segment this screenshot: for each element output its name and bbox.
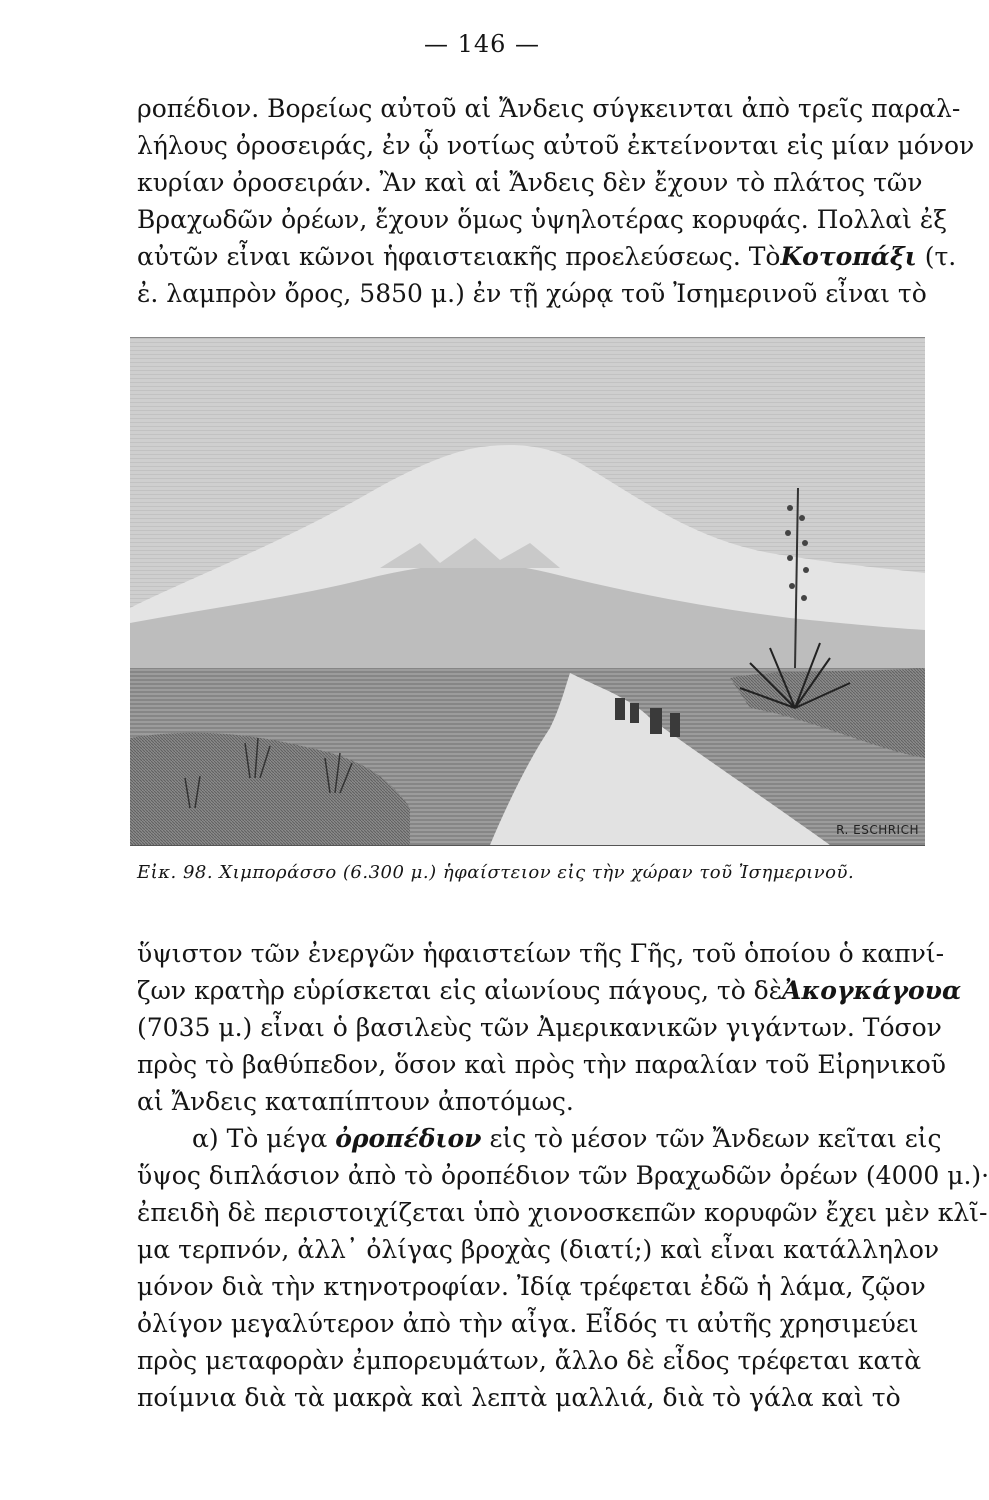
paragraph-bottom	[137, 1120, 989, 1416]
text-line: ὀλίγον μεγαλύτερον ἀπὸ τὴν αἶγα. Εἶδός τι αὐτῆς χρησιμεύει	[137, 1309, 919, 1338]
text-line	[137, 972, 962, 1009]
text-segment: αὐτῶν εἶναι κῶνοι ἡφαιστειακῆς προελεύσεως. Τὸ	[137, 242, 781, 271]
text-line: ροπέδιον. Βορείως αὐτοῦ αἱ Ἄνδεις σύγκεινται ἀπὸ τρεῖς παραλ-	[137, 94, 961, 123]
emphasis-term: Κοτοπάξι	[780, 242, 917, 271]
text-line: αἱ Ἄνδεις καταπίπτουν ἀποτόμως.	[137, 1087, 574, 1116]
page-number: — 146 —	[423, 30, 541, 58]
text-line: Βραχωδῶν ὀρέων, ἔχουν ὅμως ὑψηλοτέρας κορυφάς. Πολλαὶ ἐξ	[137, 205, 948, 234]
text-segment: α) Τὸ μέγα	[192, 1124, 328, 1153]
text-line	[137, 1120, 942, 1157]
artist-signature: R. ESCHRICH	[836, 823, 919, 837]
text-line: ἐπειδὴ δὲ περιστοιχίζεται ὑπὸ χιονοσκεπῶν κορυφῶν ἔχει μὲν κλῖ-	[137, 1198, 988, 1227]
text-line: (7035 μ.) εἶναι ὁ βασιλεὺς τῶν Ἀμερικανικῶν γιγάντων. Τόσον	[137, 1013, 942, 1042]
volcano-engraving	[130, 338, 925, 845]
text-line: μόνον διὰ τὴν κτηνοτροφίαν. Ἰδίᾳ τρέφεται ἐδῶ ἡ λάμα, ζῷον	[137, 1272, 926, 1301]
paragraph-middle	[137, 935, 962, 1120]
figure-caption: Εἰκ. 98. Χιμποράσσο (6.300 μ.) ἡφαίστειον εἰς τὴν χώραν τοῦ Ἰσημερινοῦ.	[137, 862, 855, 883]
text-segment: εἰς τὸ μέσον τῶν Ἄνδεων κεῖται εἰς	[481, 1124, 942, 1153]
emphasis-term: ὀροπέδιον	[335, 1124, 482, 1153]
text-line: μα τερπνόν, ἀλλ᾽ ὀλίγας βροχὰς (διατί;) καὶ εἶναι κατάλληλον	[137, 1235, 940, 1264]
text-segment: ζων κρατὴρ εὑρίσκεται εἰς αἰωνίους πάγους, τὸ δὲ	[137, 976, 783, 1005]
text-line: κυρίαν ὀροσειράν. Ἂν καὶ αἱ Ἄνδεις δὲν ἔχουν τὸ πλάτος τῶν	[137, 168, 923, 197]
text-segment	[780, 238, 956, 275]
text-line: ποίμνια διὰ τὰ μακρὰ καὶ λεπτὰ μαλλιά, διὰ τὸ γάλα καὶ τὸ	[137, 1383, 901, 1412]
text-line: πρὸς μεταφορὰν ἐμπορευμάτων, ἄλλο δὲ εἶδος τρέφεται κατὰ	[137, 1346, 922, 1375]
figure-illustration	[130, 337, 925, 846]
text-segment: (τ.	[916, 242, 957, 271]
text-line	[137, 238, 957, 275]
emphasis-term: Ἀκογκάγουα	[782, 976, 962, 1005]
text-line: λήλους ὀροσειράς, ἐν ᾧ νοτίως αὐτοῦ ἐκτείνονται εἰς μίαν μόνον	[137, 131, 975, 160]
text-line: ἐ. λαμπρὸν ὄρος, 5850 μ.) ἐν τῇ χώρᾳ τοῦ Ἰσημερινοῦ εἶναι τὸ	[137, 279, 927, 308]
text-line: πρὸς τὸ βαθύπεδον, ὅσον καὶ πρὸς τὴν παραλίαν τοῦ Εἰρηνικοῦ	[137, 1050, 946, 1079]
text-line: ὕψιστον τῶν ἐνεργῶν ἡφαιστείων τῆς Γῆς, τοῦ ὁποίου ὁ καπνί-	[137, 939, 945, 968]
text-line: ὕψος διπλάσιον ἀπὸ τὸ ὀροπέδιον τῶν Βραχωδῶν ὀρέων (4000 μ.)·	[137, 1161, 989, 1190]
paragraph-top	[137, 90, 975, 312]
